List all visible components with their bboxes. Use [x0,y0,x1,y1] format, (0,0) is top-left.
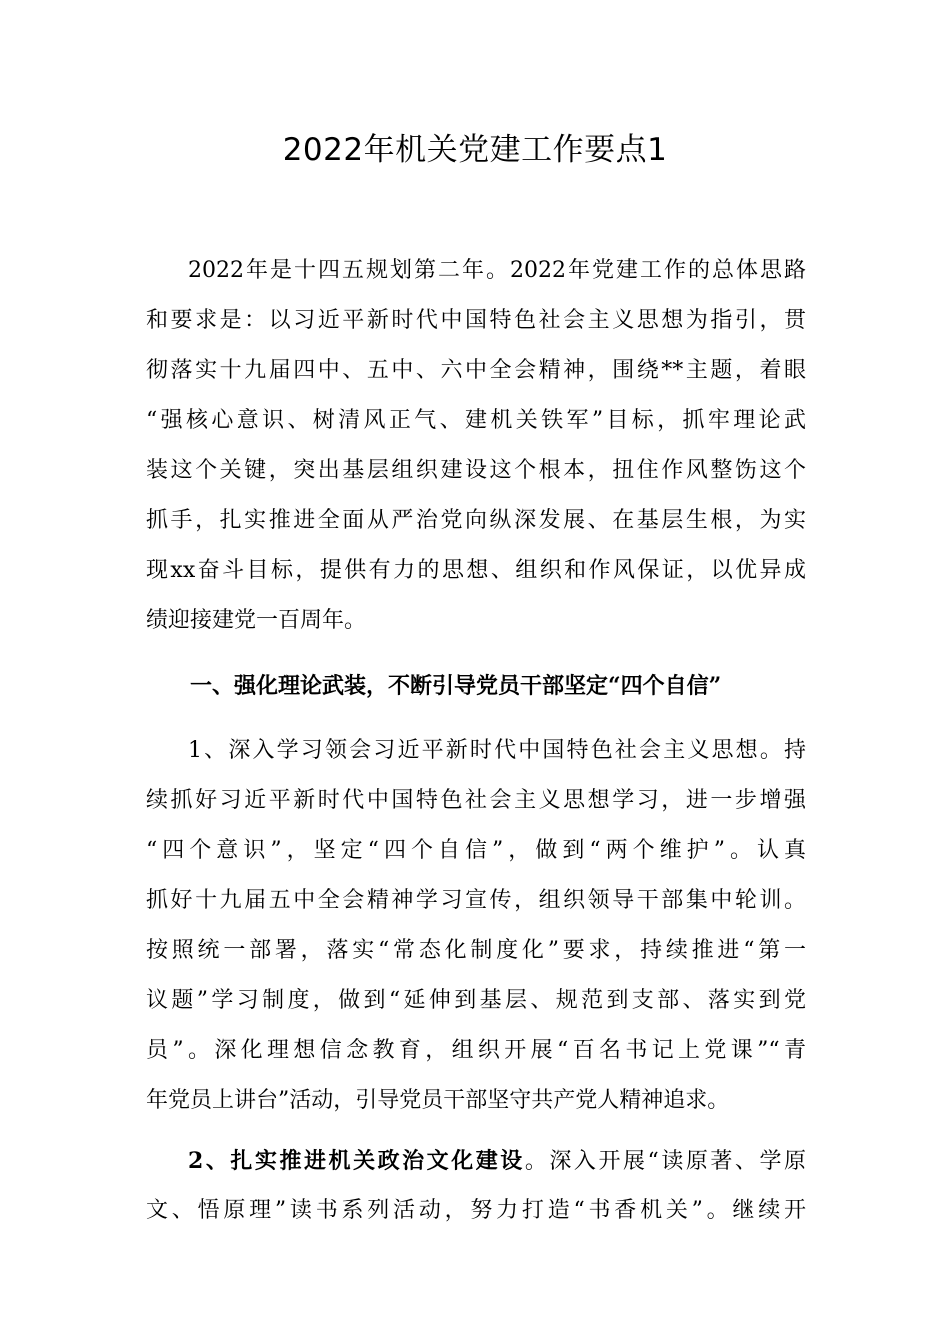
item2-title: 2、扎实推进机关政治文化建设 [188,1148,525,1174]
paragraph-line: “强核心意识、树清风正气、建机关铁军”目标，抓牢理论武 [146,408,806,433]
paragraph-line: 2022年是十四五规划第二年。2022年党建工作的总体思路 [188,258,806,283]
paragraph-line: “四个意识”，坚定“四个自信”，做到“两个维护”。认真 [146,838,806,863]
paragraph-line: 现xx奋斗目标，提供有力的思想、组织和作风保证，以优异成 [146,558,806,583]
paragraph-line: 抓好十九届五中全会精神学习宣传，组织领导干部集中轮训。 [146,888,806,913]
page-title: 2022年机关党建工作要点1 [282,132,668,168]
paragraph-line [146,1136,806,1186]
item2-text: 。深入开展“读原著、学原 [524,1149,806,1174]
item2-paragraph [146,1136,806,1236]
intro-paragraph [146,246,806,646]
item1-paragraph [146,726,806,1126]
paragraph-line: 议题”学习制度，做到“延伸到基层、规范到支部、落实到党 [146,988,806,1013]
paragraph-line: 和要求是：以习近平新时代中国特色社会主义思想为指引，贯 [146,308,806,333]
paragraph-line: 按照统一部署，落实“常态化制度化”要求，持续推进“第一 [146,938,806,963]
paragraph-line: 绩迎接建党一百周年。 [146,608,367,633]
document-body [146,246,806,1236]
paragraph-line: 文、悟原理”读书系列活动，努力打造“书香机关”。继续开 [146,1198,806,1223]
section-heading: 一、强化理论武装，不断引导党员干部坚定“四个自信” [190,673,722,699]
paragraph-line: 装这个关键，突出基层组织建设这个根本，扭住作风整饬这个 [146,458,806,483]
paragraph-line: 抓手，扎实推进全面从严治党向纵深发展、在基层生根，为实 [146,508,806,533]
paragraph-line: 员”。深化理想信念教育，组织开展“百名书记上党课”“青 [146,1038,806,1063]
paragraph-line: 年党员上讲台”活动，引导党员干部坚守共产党人精神追求。 [146,1088,730,1113]
paragraph-line: 续抓好习近平新时代中国特色社会主义思想学习，进一步增强 [146,788,806,813]
paragraph-line: 1、深入学习领会习近平新时代中国特色社会主义思想。持 [188,738,806,763]
paragraph-line: 彻落实十九届四中、五中、六中全会精神，围绕**主题，着眼 [146,358,806,383]
